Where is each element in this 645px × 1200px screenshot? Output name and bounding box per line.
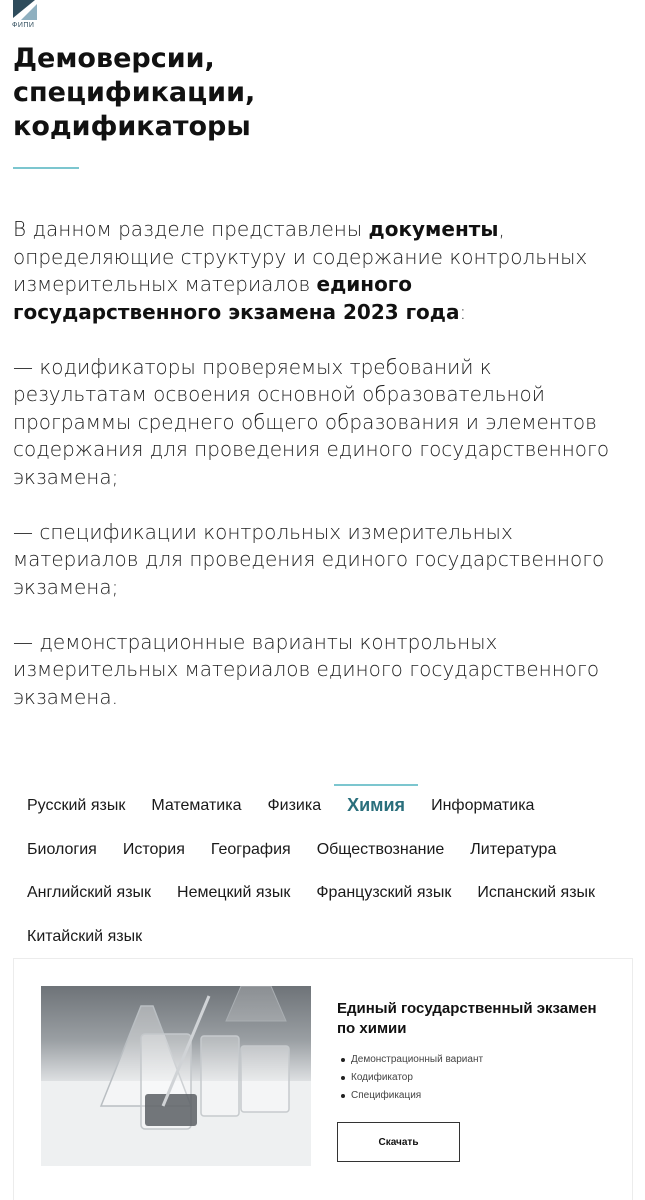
tab-math[interactable]: Математика <box>151 797 242 814</box>
tab-row-4 <box>14 915 634 959</box>
list-item-codifier: Кодификатор <box>341 1069 483 1087</box>
page-title-line-1: Демоверсии, <box>13 43 215 74</box>
tab-geography[interactable]: География <box>210 840 291 858</box>
tab-social-studies[interactable]: Обществознание <box>316 840 445 858</box>
intro-paragraph <box>13 216 618 326</box>
card-title: Единый государственный экзамен по химии <box>337 1000 597 1037</box>
intro-text <box>13 216 618 711</box>
tab-row-2 <box>14 828 634 872</box>
tab-chemistry[interactable]: Химия <box>334 784 418 828</box>
tab-history[interactable]: История <box>122 840 185 858</box>
tab-physics[interactable]: Физика <box>267 797 322 814</box>
tab-spanish[interactable]: Испанский язык <box>477 884 596 901</box>
page-title <box>13 42 613 144</box>
intro-item-specifications: — спецификации контрольных измерительных материалов для проведения единого государственного экзамена; <box>13 519 605 599</box>
intro-item-codifiers: — кодификаторы проверяемых требований к результатам освоения основной образовательной программы среднего общего образования и элементов содержания для проведения единого государственного экзамена; <box>13 354 610 489</box>
intro-text-a: В данном разделе представлены <box>13 217 369 241</box>
intro-text-d: определяющие структуру и содержание контрольных измерительных материалов <box>13 244 588 296</box>
tab-biology[interactable]: Биология <box>27 840 97 858</box>
tab-russian[interactable]: Русский язык <box>27 797 126 814</box>
intro-colon: : <box>459 299 467 324</box>
list-item-demo: Демонстрационный вариант <box>341 1051 483 1069</box>
title-underline <box>13 167 79 169</box>
tab-french[interactable]: Французский язык <box>316 884 452 901</box>
page-title-line-3: кодификаторы <box>13 111 251 142</box>
tab-informatics[interactable]: Информатика <box>431 797 535 814</box>
intro-bold-exam: единого государственного экзамена 2023 года <box>13 272 460 324</box>
tab-german[interactable]: Немецкий язык <box>177 884 291 901</box>
tab-literature[interactable]: Литература <box>470 840 557 858</box>
page-title-line-2: спецификации, <box>13 77 256 108</box>
list-item-specification: Спецификация <box>341 1087 483 1105</box>
tab-chinese[interactable]: Китайский язык <box>27 927 143 945</box>
tab-english[interactable]: Английский язык <box>27 884 152 901</box>
tab-row-3 <box>14 871 634 915</box>
download-button[interactable]: Скачать <box>337 1122 460 1162</box>
logo-text: ФИПИ <box>12 22 35 29</box>
lab-glassware-photo <box>41 986 311 1166</box>
card-document-list <box>341 1051 483 1105</box>
tab-row-1 <box>14 784 634 828</box>
intro-comma: , <box>498 217 505 241</box>
exam-card <box>13 958 633 1200</box>
intro-item-demos: — демонстрационные варианты контрольных измерительных материалов единого государственного экзамена. <box>13 629 600 709</box>
intro-bold-documents: документы <box>368 217 499 241</box>
subject-tabs <box>14 784 634 958</box>
